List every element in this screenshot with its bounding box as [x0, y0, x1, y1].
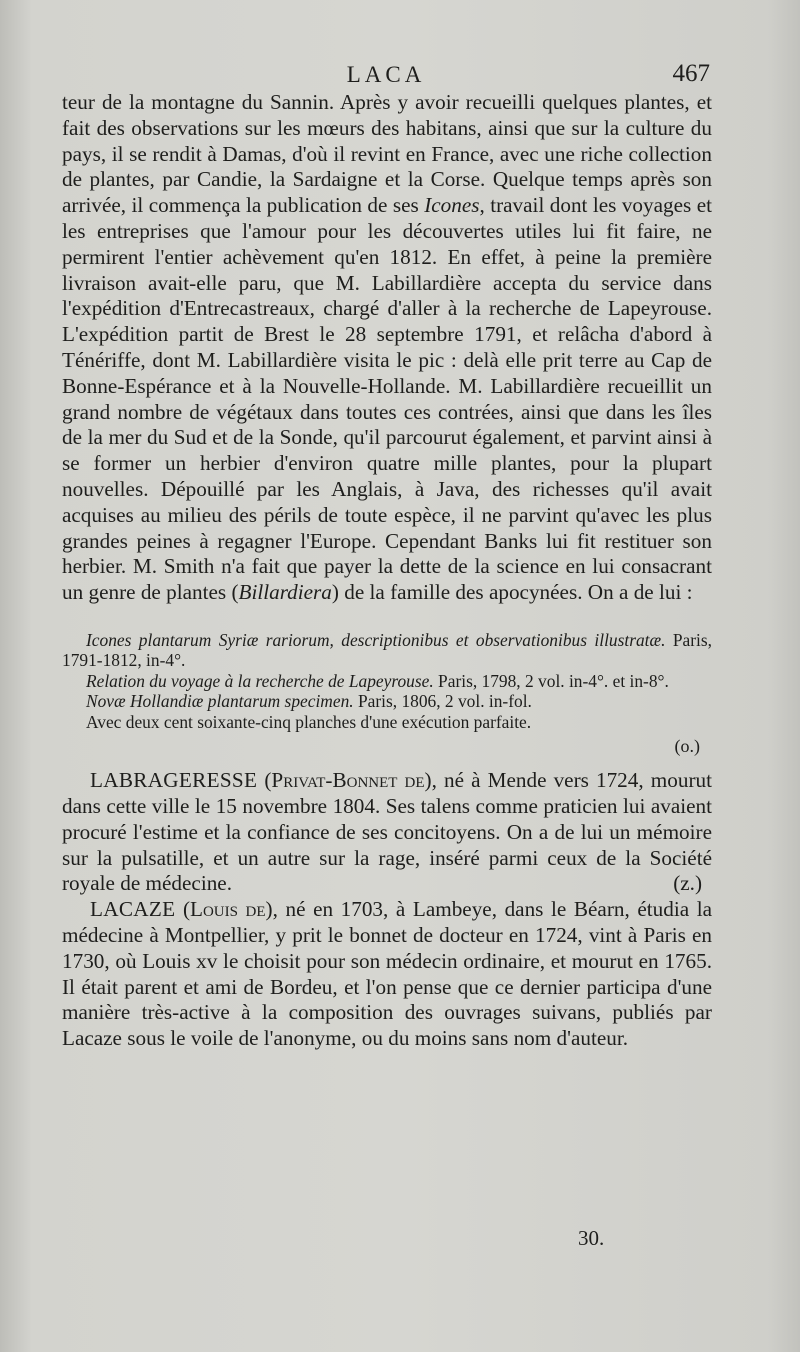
entry-text: , né à Mende vers 1724, mourut dans cette ville le 15 novembre 1804. Ses talens comme praticien lui avaient procuré l'estime et la confiance de ses concitoyens. On a de lui un mémoire sur la pulsatille, et un autre sur la rage, inséré parmi ceux de la Société royale de médecine.: [62, 768, 712, 896]
running-head: LACA: [346, 62, 426, 87]
author-signature: (z.): [673, 871, 702, 896]
entry-name: LACAZE: [90, 897, 176, 922]
entry-text: , né en 1703, à Lambeye, dans le Béarn, étudia la médecine à Montpellier, y prit le bonnet de docteur en 1724, vint à Paris en 1730, où Louis xv le choisit pour son médecin ordinaire, et mourut en 1765. Il était parent et ami de Bordeu, et l'on pense que ce dernier participa d'une manière très-active à la composition des ouvrages suivans, publiés par Lacaze sous le voile de l'anonyme, ou du moins sans nom d'auteur.: [62, 897, 712, 1051]
bibliography-details: Avec deux cent soixante-cinq planches d'une exécution parfaite.: [86, 711, 532, 732]
bibliography-note: [62, 712, 712, 733]
bibliography-list: [62, 630, 712, 733]
entry-name: LABRAGERESSE: [90, 768, 258, 793]
genus-name: Billardiera: [238, 580, 332, 605]
entry-labrageresse: LABRAGERESSE (Privat-Bonnet de), né à Mende vers 1724, mourut dans cette ville le 15 novembre 1804. Ses talens comme praticien lui avaient procuré l'estime et la confiance de ses concitoyens. On a de lui un mémoire sur la pulsatille, et un autre sur la rage, inséré parmi ceux de la Société royale de médecine. (z.): [62, 768, 712, 896]
bibliography-item: [62, 691, 712, 712]
bibliography-title: Icones plantarum Syriæ rariorum, descriptionibus et observationibus illustratæ.: [86, 629, 666, 650]
signature-mark: 30.: [578, 1226, 605, 1250]
bibliography-details: Paris, 1806, 2 vol. in-fol.: [353, 691, 532, 712]
entry-lacaze: LACAZE (Louis de), né en 1703, à Lambeye, dans le Béarn, étudia la médecine à Montpellier, y prit le bonnet de docteur en 1724, vint à Paris en 1730, où Louis xv le choisit pour son médecin ordinaire, et mourut en 1765. Il était parent et ami de Bordeu, et l'on pense que ce dernier participa d'une manière très-active à la composition des ouvrages suivans, publiés par Lacaze sous le voile de l'anonyme, ou du moins sans nom d'auteur.: [62, 897, 712, 1051]
bibliography-item: [62, 630, 712, 671]
entry-given-name: Privat-Bonnet de: [271, 768, 425, 793]
bibliography-title: Novæ Hollandiæ plantarum specimen.: [86, 691, 354, 712]
bibliography-title: Relation du voyage à la recherche de Lapeyrouse.: [86, 670, 434, 691]
intro-text-before: teur de la montagne du Sannin. Après y avoir recueilli quelques plantes, et fait des observations sur les mœurs des habitans, ainsi que sur la culture du pays, il se rendit à Damas, d'où il revint en France, avec une riche collection de plantes, par Candie, la Sardaigne et la Corse. Quelque temps après son arrivée, il commença la publication de ses: [62, 90, 712, 218]
page-body: [62, 90, 712, 1052]
bibliography-item: [62, 671, 712, 692]
page-number: 467: [672, 60, 710, 87]
bibliography-details: Paris, 1798, 2 vol. in-4°. et in-8°.: [433, 670, 669, 691]
bibliography-details: Paris, 1791-1812, in-4°.: [62, 629, 713, 671]
entry-given-name: Louis de: [190, 897, 266, 922]
intro-paragraph: [62, 90, 712, 606]
icones-title: Icones: [424, 193, 480, 218]
intro-text-after: ) de la famille des apocynées. On a de lui :: [331, 580, 693, 605]
intro-text-middle: , travail dont les voyages et les entreprises que l'amour pour les découvertes utiles lui fit faire, ne permirent l'entier achèvement qu'en 1812. En effet, à peine la première livraison avait-elle paru, que M. Labillardière accepta du service dans l'expédition d'Entrecastreaux, chargé d'aller à la recherche de Lapeyrouse. L'expédition partit de Brest le 28 septembre 1791, et relâcha d'abord à Ténériffe, dont M. Labillardière visita le pic : delà elle prit terre au Cap de Bonne-Espérance et à la Nouvelle-Hollande. M. Labillardière recueillit un grand nombre de végétaux dans toutes ces contrées, ainsi que dans les îles de la mer du Sud et de la Sonde, qu'il parcourut également, et parvint ainsi à se former un herbier d'environ quatre mille plantes, pour la plupart nouvelles. Dépouillé par les Anglais, à Java, des richesses qu'il avait acquises au milieu des périls de toute espèce, il ne parvint qu'avec les plus grandes peines à regagner l'Europe. Cependant Banks lui fit restituer son herbier. M. Smith n'a fait que payer la dette de la science en lui consacrant un genre de plantes (: [62, 193, 712, 605]
author-signature: (o.): [674, 736, 700, 757]
